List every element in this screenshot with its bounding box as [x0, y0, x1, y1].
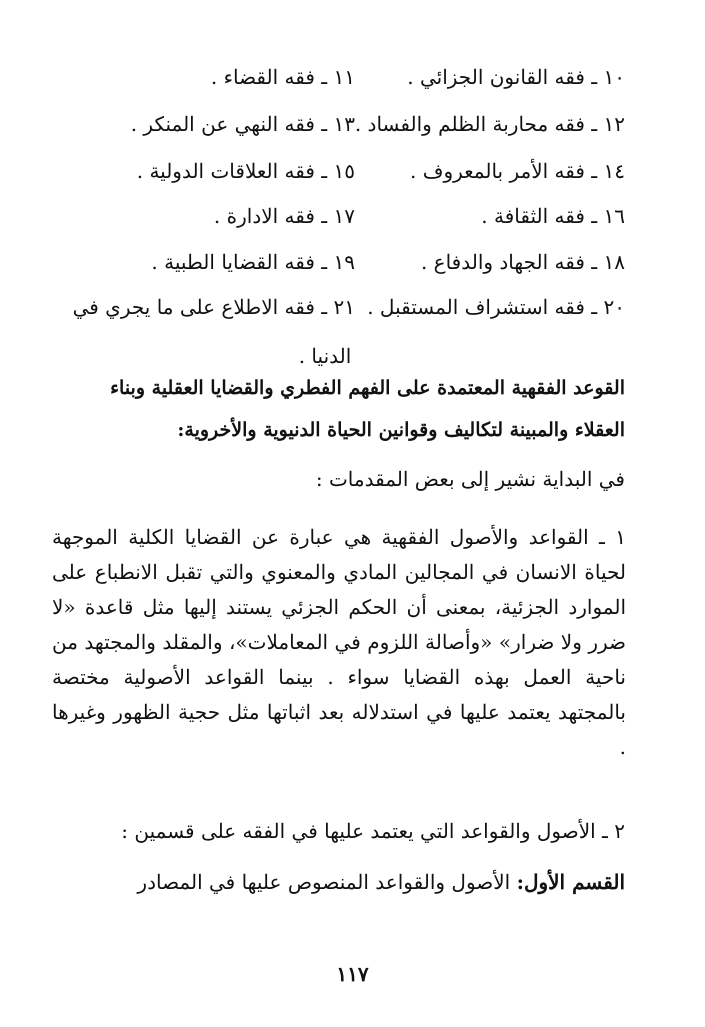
- list-row: [40, 196, 625, 236]
- paragraph-3-label: القسم الأول:: [516, 870, 625, 894]
- section-heading-line-1: القوعد الفقهية المعتمدة على الفهم الفطري والقضايا العقلية وبناء: [110, 377, 625, 399]
- intro-text: في البداية نشير إلى بعض المقدمات :: [315, 467, 625, 491]
- list-item: ١٢ ـ فقه محاربة الظلم والفساد .: [354, 112, 625, 136]
- list-item: ٢١ ـ فقه الاطلاع على ما يجري في: [72, 295, 355, 319]
- list-row: [40, 242, 625, 282]
- list-continuation: الدنيا .: [298, 344, 352, 368]
- paragraph-2: ٢ ـ الأصول والقواعد التي يعتمد عليها في الفقه على قسمين :: [121, 819, 625, 843]
- list-row: [40, 287, 625, 327]
- paragraph-3-text: الأصول والقواعد المنصوص عليها في المصادر: [137, 870, 517, 894]
- list-item: ١٤ ـ فقه الأمر بالمعروف .: [410, 159, 625, 183]
- list-row: [40, 151, 625, 191]
- list-item: ١٥ ـ فقه العلاقات الدولية .: [136, 159, 355, 183]
- list-item: ٢٠ ـ فقه استشراف المستقبل .: [367, 295, 625, 319]
- list-item: ١٩ ـ فقه القضايا الطبية .: [151, 250, 355, 274]
- page-number: ١١٧: [336, 962, 369, 986]
- list-row: [40, 57, 625, 97]
- list-item: ١٧ ـ فقه الادارة .: [213, 204, 355, 228]
- list-row: [40, 104, 625, 144]
- list-item: ١٦ ـ فقه الثقافة .: [481, 204, 625, 228]
- list-item: ١٠ ـ فقه القانون الجزائي .: [407, 65, 625, 89]
- paragraph-3: [55, 866, 625, 898]
- section-heading-line-2: العقلاء والمبينة لتكاليف وقوانين الحياة الدنيوية والأخروية:: [177, 419, 625, 441]
- paragraph-1: ١ ـ القواعد والأصول الفقهية هي عبارة عن القضايا الكلية الموجهة لحياة الانسان في المجالين المادي والمعنوي والتي تقبل الانطباع على الموارد الجزئية، بمعنى أن الحكم الجزئي يستند إليها مثل قاعدة «لا ضرر ولا ضرار» «وأصالة اللزوم في المعاملات»، والمقلد والمجتهد من ناحية العمل بهذه القضايا سواء . بينما القواعد الأصولية مختصة بالمجتهد يعتمد عليها في استدلاله بعد اثباتها مثل حجية الظهور وغيرها .: [52, 525, 626, 759]
- list-item: ١٨ ـ فقه الجهاد والدفاع .: [420, 250, 625, 274]
- list-item: ١٣ ـ فقه النهي عن المنكر .: [130, 112, 355, 136]
- list-item: ١١ ـ فقه القضاء .: [210, 65, 355, 89]
